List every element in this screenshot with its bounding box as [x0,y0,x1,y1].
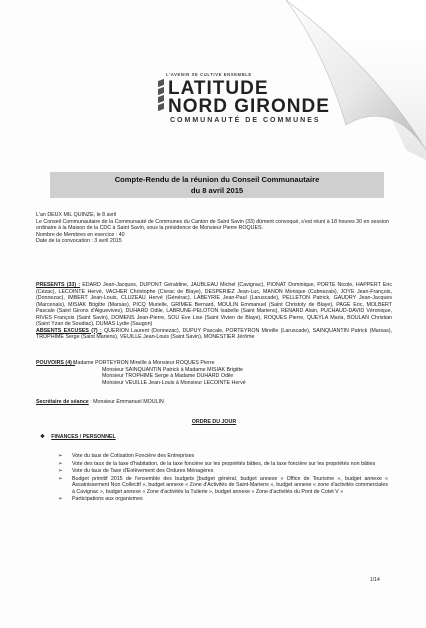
pouvoir-item: Monsieur SAINQUANTIN Patrick à Madame MISIAK Brigitte [102,366,243,373]
finances-section-heading [40,434,390,441]
title-line-1: Compte-Rendu de la réunion du Conseil Communautaire [114,175,320,184]
report-title [50,172,384,198]
secretaire-label: Secrétaire de séance [36,399,89,405]
agenda-text: Vote des taux de la taxe d'habitation, de la taxe foncière sur les propriétés bâties, de la taxe foncière sur les propriétés non bâties [72,460,376,467]
logo-line-3: COMMUNAUTÉ DE COMMUNES [170,117,321,124]
finances-title: FINANCES / PERSONNEL [51,434,116,440]
arrow-bullet-icon: ➢ [58,453,63,459]
ordre-du-jour-heading: ORDRE DU JOUR [191,419,237,425]
arrow-bullet-icon: ➢ [58,496,63,502]
pouvoir-item: Madame PORTEYRON Mireille à Monsieur ROQUES Pierre [73,360,215,366]
page-number: 1/14 [370,577,380,583]
logo-line-2: NORD GIRONDE [168,96,330,117]
agenda-text: Participations aux organismes [72,496,143,502]
logo-line-1: LATITUDE [168,78,269,99]
title-line-2: du 8 avril 2015 [190,186,244,195]
intro-members: Nombre de Membres en exercice : 40 [36,231,125,238]
attendance-section [36,282,392,341]
meeting-intro [36,212,392,245]
arrow-bullet-icon: ➢ [58,460,63,467]
logo-tagline: L'AVENIR SE CULTIVE ENSEMBLE [166,72,252,77]
presents-list: EDARD Jean-Jacques, DUPONT Géraldine, JAUBLEAU Michel (Cavignac), PIONAT Dominique, PORTE Nicole, HAPPERT Eric (Cézac), LECOINTE Hervé, VACHER Christophe (Civrac de Blaye), DESPERIEZ Jean-Luc, MANON Monique (Cubnezais), JOYE Jean-François, (Donnezac), IMBERT Jean-Louis, CLUZEAU Hervé (Générac), LABEYRIE Jean-Paul (Laruscade), PELLETON Patrick, GAUDRY Jean-Jacques (Marcenais), MISIAK Brigitte (Marsas), PICQ Murielle, GRIMEE Bernard, MOULIN Emmanuel (Saint Christoly de Blaye), PAGE Eric, MOLBERT Pascale (Saint Girons d'Aiguevives), DUHARD Odile, LABRUNE-PELOTON Isabelle (Saint Mariens), RENARD Alain, PUCHAUD-DAVID Véronique, RIVES François (Saint Savin), DOMENS Jean-Pierre, SOU Eve Lise (Saint Vivien de Blaye), ROQUES Pierre, QUEYLA Maria, BOULAN Christian (Saint Yzan de Soudiac), DUMAS Lydie (Saugon) [36,282,392,327]
pouvoir-item: Monsieur VEUILLE Jean-Louis à Monsieur LECOINTE Hervé [102,379,246,386]
pouvoir-item: Monsieur TROPHIME Serge à Madame DUHARD Odile [102,373,234,379]
agenda-text: Vote du taux de Taxe d'Enlèvement des Ordures Ménagères [72,468,214,474]
secretaire-line [36,399,392,406]
list-item [58,461,388,468]
agenda-text: Vote du taux de Cotisation Foncière des Entreprises [72,453,195,459]
intro-convocation: Le Conseil Communautaire de la Communauté de Communes du Canton de Saint Savin (33) dûment convoqué, s'est réuni à 18 heures 30 en session ordinaire à la Maison de la CDC à Saint Savin, sous la présidence de Monsieur Pierre ROQUES. [36,218,389,231]
intro-date: L'an DEUX MIL QUINZE, le 8 avril [36,212,117,218]
secretaire-value: : Monsieur Emmanuel MOULIN [90,399,164,405]
list-item [58,496,388,503]
diamond-bullet-icon: ❖ [40,434,45,440]
excuses-label: ABSENTS EXCUSES (7) : [36,327,102,334]
excuses-list: QUERION Laurent (Donnezac), DUPUY Pascale, PORTEYRON Mireille (Laruscade), SAINQUANTIN Patrick (Marsas), TROPHIME Serge (Saint Mariens), VEUILLE Jean-Louis (Saint Savin), MONESTIER Jérôme [36,327,392,340]
presents-label: PRESENTS (33) : [36,282,81,288]
logo-mark-icon [158,80,166,120]
community-logo [158,72,398,132]
agenda-text: Budget primitif 2015 de l'ensemble des budgets [budget général, budget annexe « Office de Tourisme », budget annexe « Assainissement Non Collectif », budget annexe « Zone d'Activités de Saint-Mariens », budget annexe « zone d'activités commerciales à Cavignac », budget annexe « Zone d'activités la Tuilerie », budget annexe « Zone d'activités du Pont de Cotet V » [72,475,388,495]
list-item [58,453,388,460]
agenda-list [58,453,388,504]
arrow-bullet-icon: ➢ [58,468,63,474]
list-item [58,476,388,496]
pouvoirs-section [36,360,392,386]
intro-convocation-date: Date de la convocation : 3 avril 2015 [36,238,122,244]
list-item [58,468,388,475]
arrow-bullet-icon: ➢ [58,475,63,482]
pouvoirs-label: POUVOIRS (4) : [36,360,76,366]
